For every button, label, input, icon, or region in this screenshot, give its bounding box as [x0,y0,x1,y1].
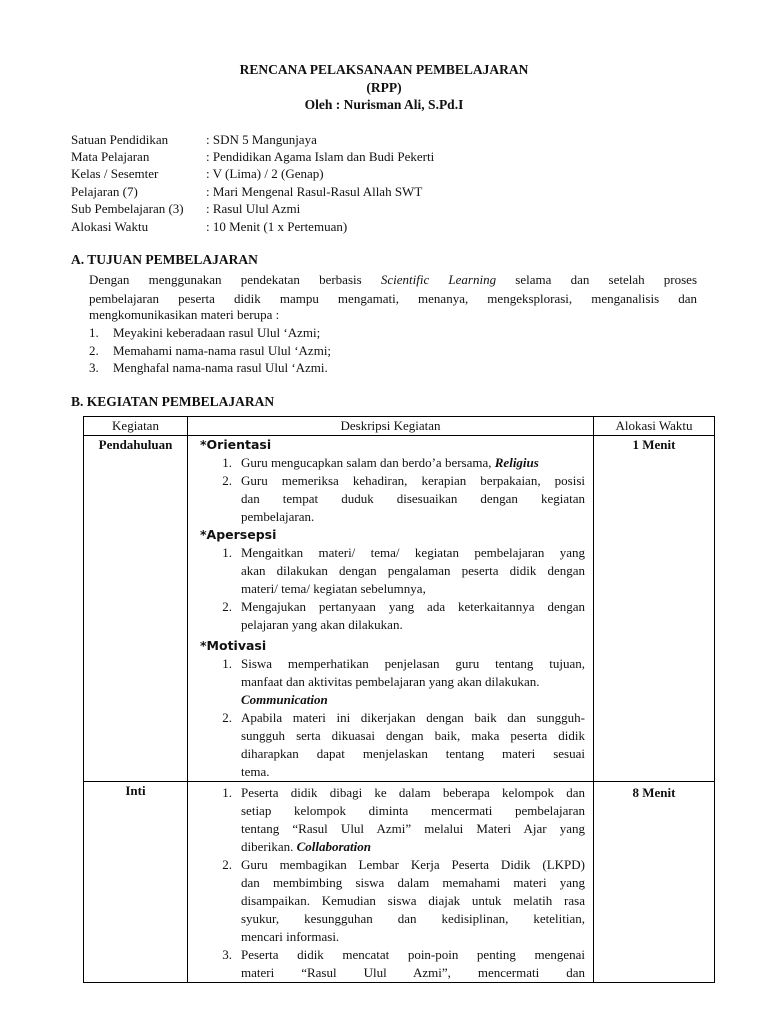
goal-item [89,342,331,359]
list-item [188,598,593,634]
description-cell [188,436,594,782]
step-text [241,655,585,709]
step-line: dan membimbing siswa dalam memahami materi yang [241,875,585,890]
section-b-heading: B. KEGIATAN PEMBELAJARAN [71,394,275,409]
list-item [188,856,593,946]
time-allocation: 8 Menit [632,785,676,800]
step-number: 3. [222,947,232,962]
step-line-text: diberikan. [241,839,294,854]
step-number: 1. [222,785,232,800]
identity-value: : V (Lima) / 2 (Genap) [206,166,324,181]
column-header: Alokasi Waktu [594,417,715,436]
step-line: Guru mengucapkan salam dan berdo’a bersama, [241,455,492,470]
document-author: Oleh : Nurisman Ali, S.Pd.I [304,97,464,112]
activities-table [83,416,715,983]
step-line: Guru membagikan Lembar Kerja Peserta Didik (LKPD) [241,857,585,872]
list-item [188,655,593,709]
step-line: dan tempat duduk disesuaikan dengan kegiatan [241,491,585,506]
list-item [188,784,593,856]
intro-line-1 [89,271,697,289]
step-line: akan dilakukan dengan pengalaman peserta didik dengan [241,563,585,578]
table-row [84,782,715,983]
identity-row [71,200,300,217]
identity-value: : Pendidikan Agama Islam dan Budi Pekerti [206,149,435,164]
step-line: materi/ tema/ kegiatan sebelumnya, [241,581,426,596]
step-line [241,838,585,856]
step-line: pembelajaran. [241,509,315,524]
step-number: 2. [222,857,232,872]
step-text [241,856,585,946]
goal-text: Menghafal nama-nama rasul Ulul ‘Azmi. [113,360,328,375]
step-text [241,946,585,982]
identity-value: : Mari Mengenal Rasul-Rasul Allah SWT [206,184,423,199]
phase-label: Pendahuluan [98,437,173,452]
list-item [188,454,593,472]
phase-cell [84,436,188,782]
step-line: setiap kelompok diminta mencermati pembelajaran [241,803,585,818]
step-text [241,598,585,634]
character-tag: Religius [494,455,539,470]
table-header-row [84,417,715,436]
intro-line-3: mengkomunikasikan materi berupa : [89,307,280,322]
section-a-heading: A. TUJUAN PEMBELAJARAN [71,252,258,267]
identity-value: : Rasul Ulul Azmi [206,201,301,216]
table-row [84,436,715,782]
subsection-title: *Orientasi [200,437,272,452]
time-cell [594,782,715,983]
intro-text: selama dan setelah proses [515,272,698,287]
identity-label: Pelajaran (7) [71,184,138,199]
identity-label: Sub Pembelajaran (3) [71,201,184,216]
list-item [188,709,593,781]
phase-cell [84,782,188,983]
step-number: 2. [222,473,232,488]
goal-number: 1. [89,325,99,340]
step-text [241,784,585,856]
list-item [188,472,593,526]
description-cell [188,782,594,983]
identity-row [71,183,422,200]
step-text [241,454,585,472]
step-line: Mengaitkan materi/ tema/ kegiatan pembelajaran yang [241,545,585,560]
step-number: 1. [222,656,232,671]
goal-text: Memahami nama-nama rasul Ulul ‘Azmi; [113,343,332,358]
step-line: mencari informasi. [241,929,340,944]
identity-row [71,148,434,165]
column-header: Deskripsi Kegiatan [188,417,594,436]
time-cell [594,436,715,782]
character-tag: Collaboration [296,839,372,854]
goal-number: 2. [89,343,99,358]
phase-label: Inti [125,783,146,798]
step-line: materi “Rasul Ulul Azmi”, mencermati dan [241,965,585,980]
document-title: RENCANA PELAKSANAAN PEMBELAJARAN [239,62,529,77]
step-number: 1. [222,455,232,470]
identity-row [71,165,324,182]
time-allocation: 1 Menit [632,437,676,452]
identity-label: Satuan Pendidikan [71,132,169,147]
identity-row [71,218,347,235]
identity-label: Kelas / Sesemter [71,166,159,181]
step-text [241,544,585,598]
identity-value: : 10 Menit (1 x Pertemuan) [206,219,348,234]
goal-number: 3. [89,360,99,375]
list-item [188,946,593,982]
step-line: Apabila materi ini dikerjakan dengan baik dan sungguh- [241,710,585,725]
identity-row [71,131,317,148]
step-line: diharapkan dapat menjelaskan tentang materi sesuai [241,746,585,761]
step-line: Peserta didik mencatat poin-poin penting mengenai [241,947,585,962]
list-item [188,544,593,598]
step-line: sungguh serta dikuasai dengan baik, maka peserta didik [241,728,585,743]
goal-text: Meyakini keberadaan rasul Ulul ‘Azmi; [113,325,321,340]
column-header: Kegiatan [84,417,188,436]
step-line: pelajaran yang akan dilakukan. [241,617,403,632]
step-line: disampaikan. Kemudian siswa diajak untuk melatih rasa [241,893,585,908]
step-number: 2. [222,599,232,614]
goal-item [89,359,328,376]
document-subtitle: (RPP) [366,80,402,95]
step-text [241,709,585,781]
goal-item [89,324,320,341]
identity-label: Alokasi Waktu [71,219,149,234]
step-number: 2. [222,710,232,725]
subsection-title: *Apersepsi [200,527,277,542]
intro-italic: Scientific Learning [380,272,497,287]
identity-value: : SDN 5 Mangunjaya [206,132,317,147]
step-line: manfaat dan aktivitas pembelajaran yang akan dilakukan. [241,674,540,689]
subsection-title: *Motivasi [200,638,267,653]
identity-label: Mata Pelajaran [71,149,150,164]
intro-line-2: pembelajaran peserta didik mampu mengamati, menanya, mengeksplorasi, menganalisis dan [89,291,697,306]
step-line: syukur, kesungguhan dan kedisiplinan, ketelitian, [241,911,585,926]
step-text [241,472,585,526]
step-line: Peserta didik dibagi ke dalam beberapa kelompok dan [241,785,585,800]
step-line: Siswa memperhatikan penjelasan guru tentang tujuan, [241,656,585,671]
step-number: 1. [222,545,232,560]
step-line: Mengajukan pertanyaan yang ada keterkaitannya dengan [241,599,585,614]
step-line: tema. [241,764,270,779]
step-line: Guru memeriksa kehadiran, kerapian berpakaian, posisi [241,473,585,488]
intro-text: Dengan menggunakan pendekatan berbasis [89,272,362,287]
step-line: tentang “Rasul Ulul Azmi” melalui Materi Ajar yang [241,821,585,836]
character-tag: Communication [241,692,328,707]
